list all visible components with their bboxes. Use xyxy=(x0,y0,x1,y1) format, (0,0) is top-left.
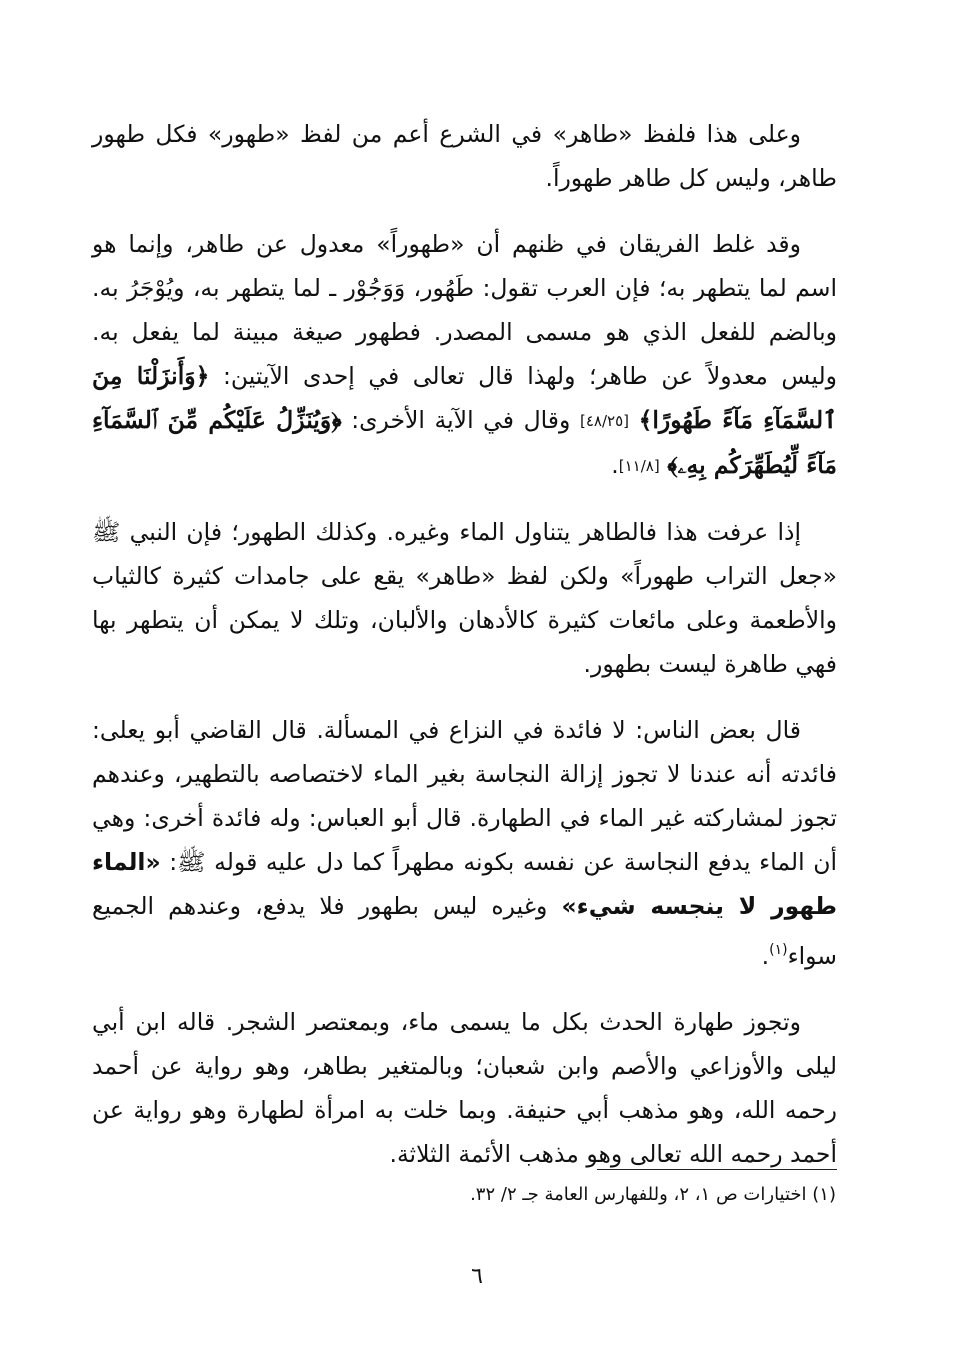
paragraph-4-text-continued: وغيره ليس بطهور فلا يدفع، وعندهم الجميع سواء xyxy=(92,892,837,970)
paragraph-2-end: . xyxy=(611,451,619,479)
hadith-quote: «الماء طهور لا ينجسه شيء» xyxy=(92,848,837,920)
page-body xyxy=(92,112,837,1198)
paragraph-2 xyxy=(92,222,837,488)
footnote-marker: (١) xyxy=(769,942,788,958)
paragraph-5 xyxy=(92,1000,837,1176)
verse-1-reference: [٤٨/٢٥] xyxy=(580,412,629,430)
paragraph-1-text: وعلى هذا فلفظ «طاهر» في الشرع أعم من لفظ «طهور» فكل طهور طاهر، وليس كل طاهر طهوراً. xyxy=(92,120,837,192)
paragraph-2-text-continued: وقال في الآية الأخرى: xyxy=(351,406,571,434)
paragraph-4-end: . xyxy=(761,942,770,970)
paragraph-4 xyxy=(92,708,837,978)
paragraph-5-text: وتجوز طهارة الحدث بكل ما يسمى ماء، وبمعتصر الشجر. قاله ابن أبي ليلى والأوزاعي والأصم وابن شعبان؛ وبالمتغير بطاهر، وهو رواية عن أحمد رحمه الله، وهو مذهب أبي حنيفة. وبما خلت به امرأة لطهارة وهو رواية عن أحمد رحمه الله تعالى وهو مذهب الأئمة الثلاثة. xyxy=(92,1008,837,1168)
paragraph-3-text: إذا عرفت هذا فالطاهر يتناول الماء وغيره. وكذلك الطهور؛ فإن النبي ﷺ «جعل التراب طهوراً» ولكن لفظ «طاهر» يقع على جامدات كثيرة كالثياب والأطعمة وعلى مائعات كثيرة كالأدهان والألبان، وتلك لا يمكن أن يتطهر بها فهي طاهرة ليست بطهور. xyxy=(92,518,837,678)
quran-verse-2: ﴿وَيُنَزِّلُ عَلَيْكُم مِّنَ ٱلسَّمَآءِ مَآءً لِّيُطَهِّرَكُم بِهِۦ﴾ xyxy=(92,406,837,479)
page-number: ٦ xyxy=(471,1264,483,1289)
footnote-divider xyxy=(597,1169,837,1170)
paragraph-1 xyxy=(92,112,837,200)
paragraph-3 xyxy=(92,510,837,686)
footnote: (١) اختيارات ص ١، ٢، وللفهارس العامة جـ ٢/ ٣٢. xyxy=(470,1184,836,1205)
paragraph-2-text: وقد غلط الفريقان في ظنهم أن «طهوراً» معدول عن طاهر، وإنما هو اسم لما يتطهر به؛ فإن العرب تقول: طَهُور، وَوَجُوْر ـ لما يتطهر به، ويُوْجَرُ به. وبالضم للفعل الذي هو مسمى المصدر. فطهور صيغة مبينة لما يفعل به. وليس معدولاً عن طاهر؛ ولهذا قال تعالى في إحدى الآيتين: xyxy=(92,230,837,390)
paragraph-4-text: قال بعض الناس: لا فائدة في النزاع في المسألة. قال القاضي أبو يعلى: فائدته أنه عندنا لا تجوز إزالة النجاسة بغير الماء لاختصاصه بالتطهير، وعندهم تجوز لمشاركته غير الماء في الطهارة. قال أبو العباس: وله فائدة أخرى: وهي أن الماء يدفع النجاسة عن نفسه بكونه مطهراً كما دل عليه قوله ﷺ: xyxy=(92,716,837,876)
quran-verse-1: ﴿وَأَنزَلْنَا مِنَ ٱلسَّمَآءِ مَآءً طَهُورًا﴾ xyxy=(92,362,837,434)
verse-2-reference: [١١/٨] xyxy=(618,457,660,475)
